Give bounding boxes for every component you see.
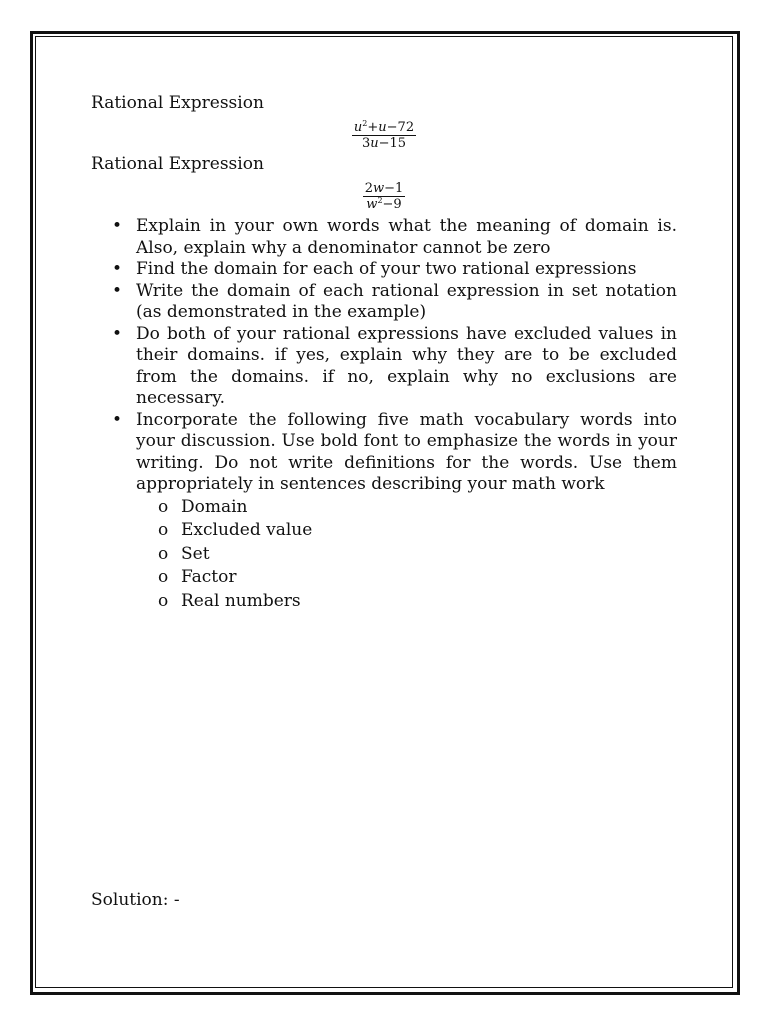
list-item-text: Incorporate the following five math vocabulary words into your discussion. Use bold font to emphasize the words in your writing. Do not write definitions for the words. Use them appropriately in sentences describing your math work — [136, 409, 677, 494]
list-item: • Do both of your rational expressions have excluded values in their domains. if yes, explain why they are to be excluded from the domains. if no, explain why no exclusions are necessary. — [91, 324, 677, 410]
fraction-numerator: $u^2+u-72$ — [353, 118, 415, 135]
list-item: • Find the domain for each of your two rational expressions — [91, 259, 677, 281]
expression-heading: Rational Expression — [91, 93, 264, 113]
fraction-denominator: $w^2-9$ — [366, 196, 402, 212]
list-item: • Explain in your own words what the meaning of domain is. Also, explain why a denominator cannot be zero — [91, 216, 677, 259]
expression-heading: Rational Expression — [91, 153, 264, 174]
document-body — [91, 93, 677, 613]
fraction-numerator: 2w−1 — [364, 181, 404, 196]
vocabulary-item: o Domain — [136, 496, 677, 520]
solution-label: Solution: - — [91, 890, 180, 910]
vocabulary-item: o Factor — [136, 566, 677, 590]
list-item: • Write the domain of each rational expression in set notation (as demonstrated in the example) — [91, 281, 677, 324]
list-item — [91, 410, 677, 614]
vocabulary-item: o Set — [136, 543, 677, 567]
rational-expression-1 — [91, 120, 677, 151]
vocabulary-list — [136, 496, 677, 614]
vocabulary-item: o Real numbers — [136, 590, 677, 614]
fraction-denominator: 3u−15 — [361, 135, 407, 151]
rational-expression-2 — [91, 181, 677, 212]
fraction — [352, 120, 416, 151]
vocabulary-item: o Excluded value — [136, 519, 677, 543]
fraction — [363, 181, 406, 212]
instruction-list — [91, 216, 677, 613]
